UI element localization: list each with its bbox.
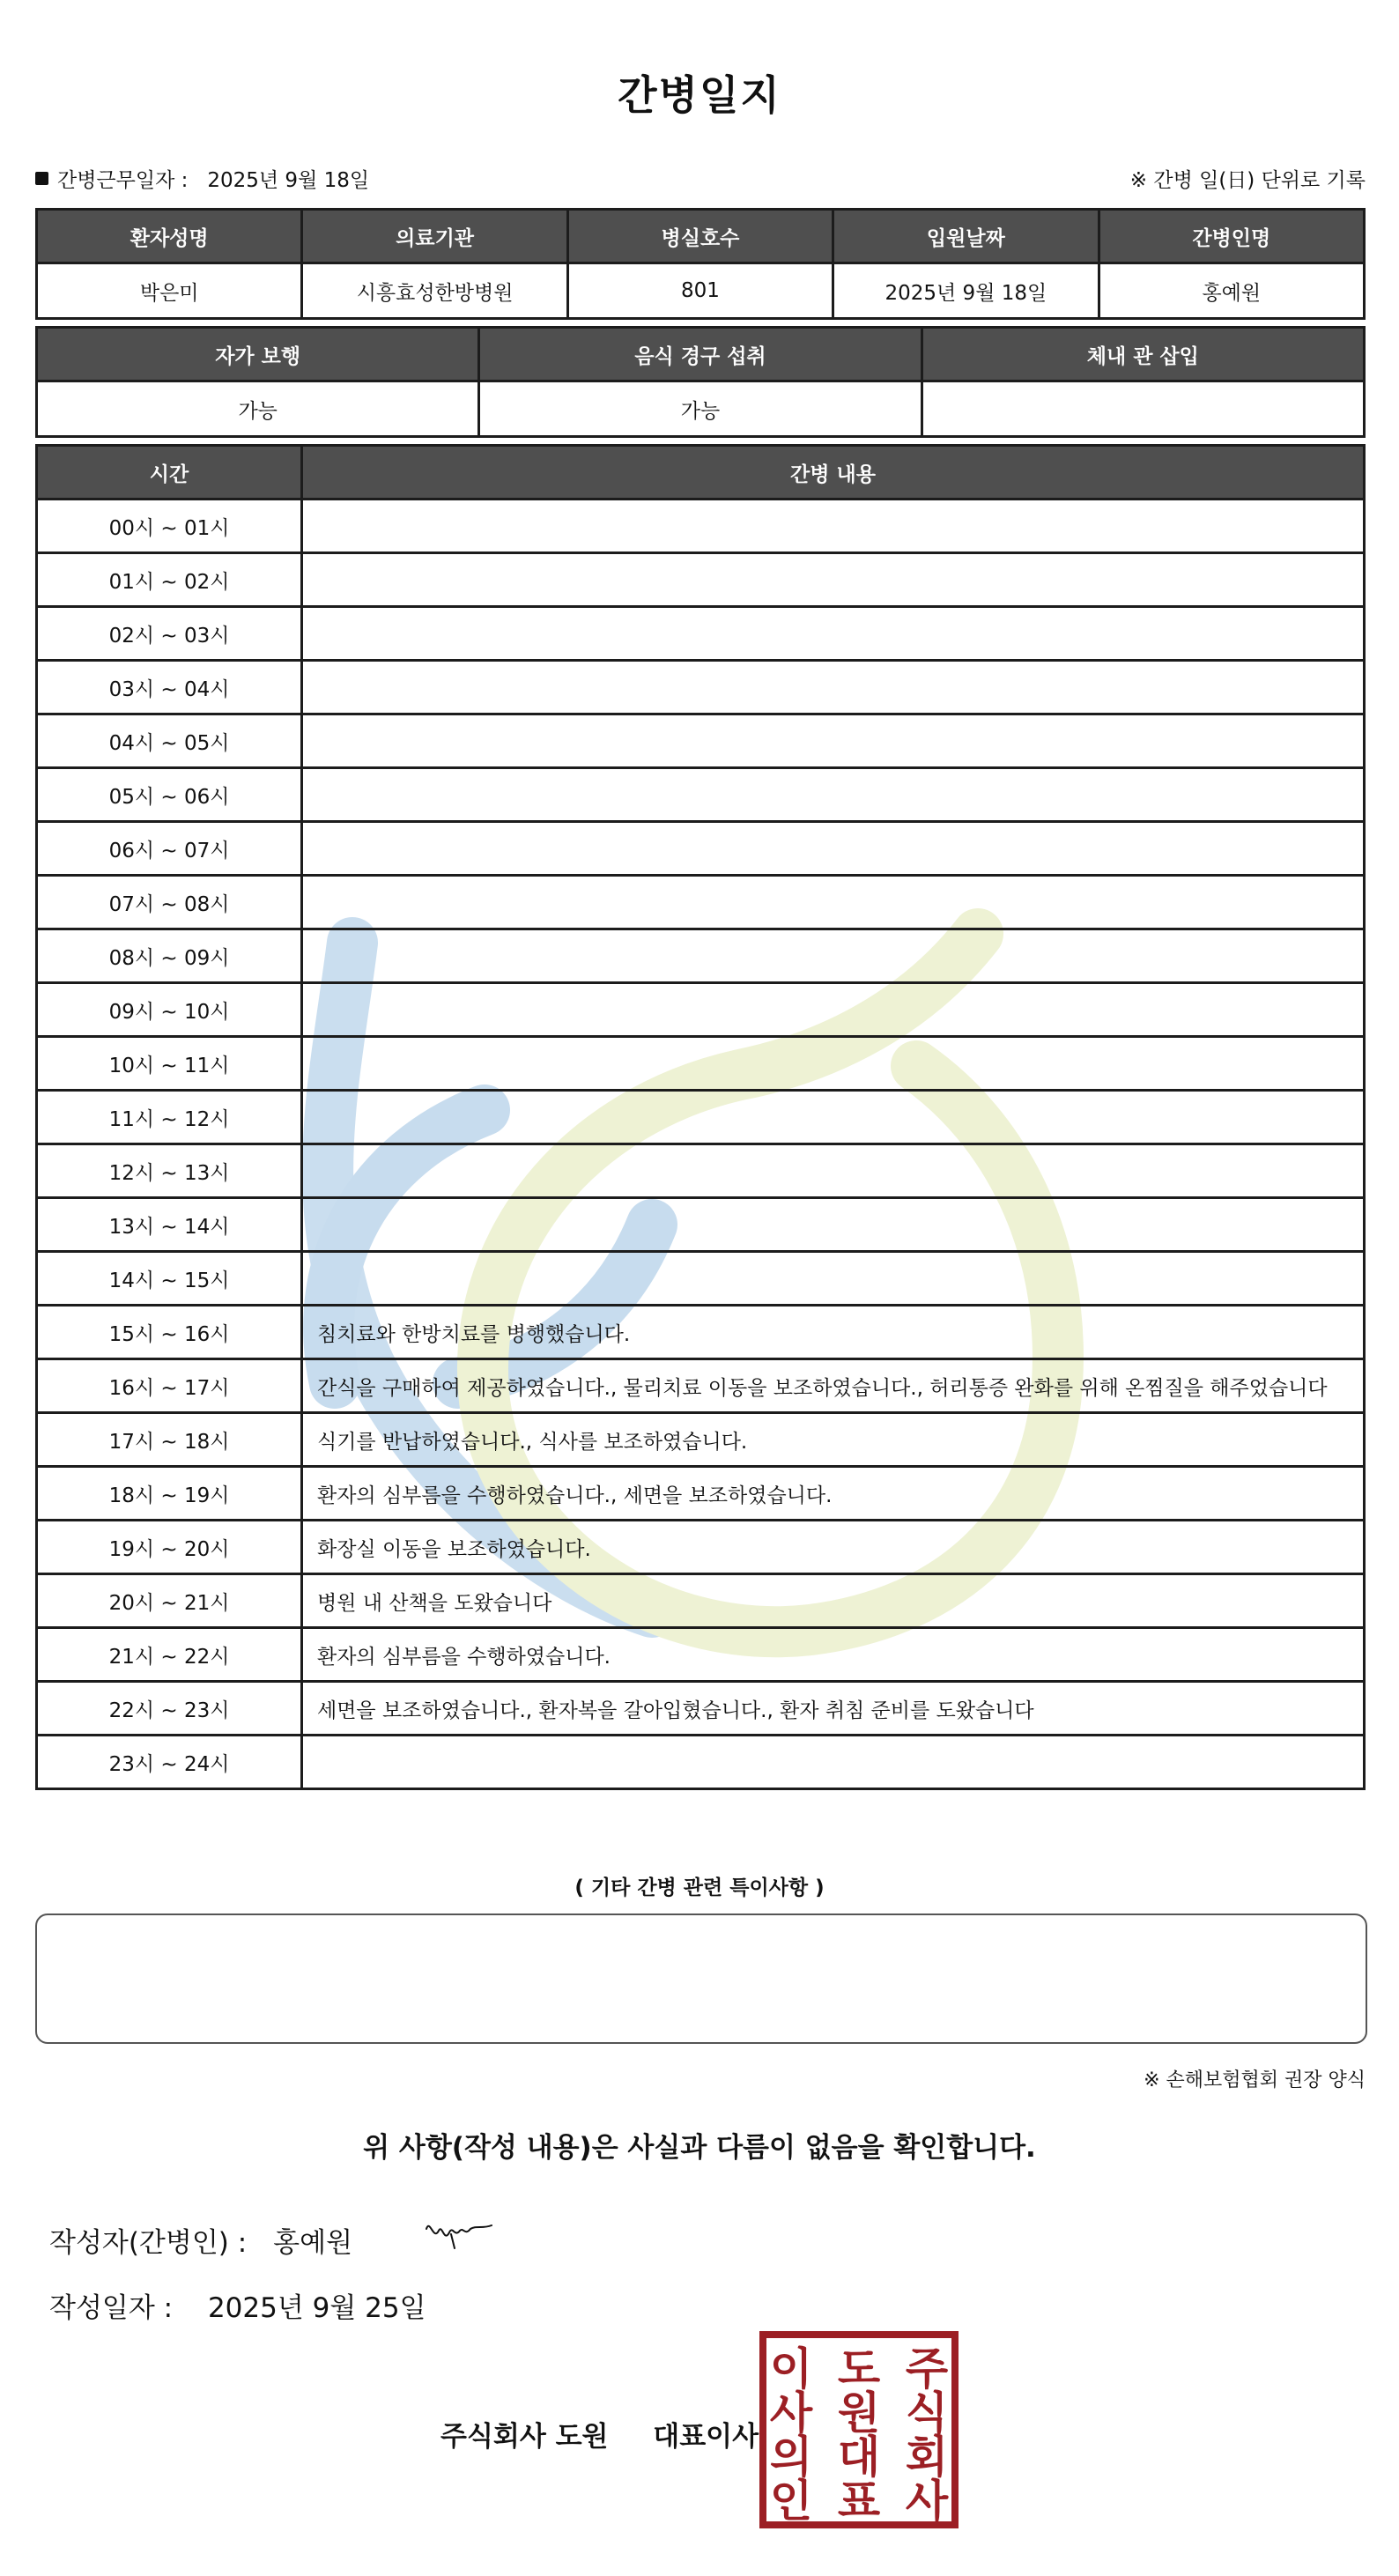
care-content: 환자의 심부름을 수행하였습니다., 세면을 보조하였습니다.	[302, 1467, 1365, 1521]
tube-insertion-status	[922, 381, 1364, 437]
care-content	[302, 929, 1365, 983]
care-content: 세면을 보조하였습니다., 환자복을 갈아입혔습니다., 환자 취침 준비를 도왔습니다	[302, 1682, 1365, 1736]
table-row	[37, 1198, 1365, 1252]
seal-character: 대	[837, 2432, 881, 2483]
remarks-box	[35, 1913, 1367, 2044]
time-slot: 14시 ~ 15시	[37, 1252, 302, 1306]
seal-character: 사	[769, 2387, 813, 2439]
care-content	[302, 1037, 1365, 1091]
room-number: 801	[567, 263, 833, 319]
write-date-label: 작성일자 :	[49, 2292, 174, 2324]
time-slot: 07시 ~ 08시	[37, 876, 302, 929]
table-row	[37, 1574, 1365, 1628]
header-tube-insertion: 체내 관 삽입	[922, 328, 1364, 381]
time-slot: 04시 ~ 05시	[37, 714, 302, 768]
seal-character: 도	[837, 2343, 881, 2395]
time-slot: 13시 ~ 14시	[37, 1198, 302, 1252]
confirmation-statement: 위 사항(작성 내용)은 사실과 다름이 없음을 확인합니다.	[363, 2132, 1036, 2164]
recommended-form-note: ※ 손해보험협회 권장 양식	[1144, 2069, 1366, 2091]
care-content	[302, 500, 1365, 553]
caregiver-name: 홍예원	[1099, 263, 1364, 319]
company-name: 주식회사 도원	[440, 2421, 609, 2453]
care-content: 간식을 구매하여 제공하였습니다., 물리치료 이동을 보조하였습니다., 허리통증 완화를 위해 온찜질을 해주었습니다	[302, 1359, 1365, 1413]
care-content	[302, 822, 1365, 876]
time-slot: 19시 ~ 20시	[37, 1521, 302, 1574]
care-content	[302, 661, 1365, 714]
table-row	[37, 1521, 1365, 1574]
work-date-row	[35, 164, 1366, 196]
time-slot: 09시 ~ 10시	[37, 983, 302, 1037]
care-content	[302, 1144, 1365, 1198]
care-content	[302, 768, 1365, 822]
care-content: 침치료와 한방치료를 병행했습니다.	[302, 1306, 1365, 1359]
table-row	[37, 876, 1365, 929]
patient-info-table	[35, 208, 1366, 320]
seal-character: 회	[905, 2432, 949, 2483]
work-date-value: 2025년 9월 18일	[207, 169, 370, 192]
walking-status: 가능	[37, 381, 479, 437]
time-slot: 01시 ~ 02시	[37, 553, 302, 607]
seal-character: 인	[769, 2476, 813, 2527]
time-slot: 22시 ~ 23시	[37, 1682, 302, 1736]
table-row	[37, 553, 1365, 607]
seal-character: 이	[769, 2343, 813, 2395]
table-row	[37, 1306, 1365, 1359]
care-content	[302, 607, 1365, 661]
table-row	[37, 1252, 1365, 1306]
table-row	[37, 822, 1365, 876]
seal-character: 식	[905, 2387, 949, 2439]
table-row	[37, 500, 1365, 553]
time-slot: 11시 ~ 12시	[37, 1091, 302, 1144]
seal-character: 주	[905, 2343, 949, 2395]
care-content	[302, 553, 1365, 607]
header-oral-intake: 음식 경구 섭취	[479, 328, 922, 381]
patient-header-row	[37, 210, 1365, 263]
bullet-icon	[35, 172, 48, 185]
care-content: 식기를 반납하였습니다., 식사를 보조하였습니다.	[302, 1413, 1365, 1467]
seal-character: 표	[837, 2476, 881, 2527]
time-slot: 23시 ~ 24시	[37, 1736, 302, 1789]
header-caregiver: 간병인명	[1099, 210, 1364, 263]
company-title: 대표이사	[653, 2421, 759, 2453]
table-row	[37, 768, 1365, 822]
work-date-label: 간병근무일자 :	[57, 169, 189, 192]
write-date-value: 2025년 9월 25일	[207, 2292, 426, 2324]
time-slot: 10시 ~ 11시	[37, 1037, 302, 1091]
care-content	[302, 714, 1365, 768]
write-date-row	[49, 2285, 426, 2325]
time-slot: 00시 ~ 01시	[37, 500, 302, 553]
header-institution: 의료기관	[302, 210, 567, 263]
time-slot: 16시 ~ 17시	[37, 1359, 302, 1413]
table-row	[37, 1037, 1365, 1091]
company-line	[440, 2414, 759, 2454]
time-slot: 20시 ~ 21시	[37, 1574, 302, 1628]
care-content: 병원 내 산책을 도왔습니다	[302, 1574, 1365, 1628]
admission-date: 2025년 9월 18일	[833, 263, 1099, 319]
table-row	[37, 1467, 1365, 1521]
care-content	[302, 876, 1365, 929]
institution: 시흥효성한방병원	[302, 263, 567, 319]
time-slot: 18시 ~ 19시	[37, 1467, 302, 1521]
signature-mark	[425, 2217, 495, 2252]
table-row	[37, 714, 1365, 768]
table-row	[37, 1144, 1365, 1198]
care-content: 환자의 심부름을 수행하였습니다.	[302, 1628, 1365, 1682]
time-slot: 12시 ~ 13시	[37, 1144, 302, 1198]
time-slot: 06시 ~ 07시	[37, 822, 302, 876]
table-row	[37, 607, 1365, 661]
daily-record-note: ※ 간병 일(日) 단위로 기록	[1129, 169, 1366, 192]
page-title: 간병일지	[618, 71, 781, 119]
care-log-table	[35, 444, 1366, 1790]
time-slot: 21시 ~ 22시	[37, 1628, 302, 1682]
time-slot: 17시 ~ 18시	[37, 1413, 302, 1467]
header-admission-date: 입원날짜	[833, 210, 1099, 263]
patient-status-table	[35, 326, 1366, 438]
seal-character: 원	[837, 2387, 881, 2439]
care-content	[302, 1198, 1365, 1252]
table-row	[37, 983, 1365, 1037]
table-row	[37, 1359, 1365, 1413]
header-care-content: 간병 내용	[302, 446, 1365, 500]
oral-intake-status: 가능	[479, 381, 922, 437]
table-row	[37, 1091, 1365, 1144]
seal-character: 의	[769, 2432, 813, 2483]
care-content	[302, 1252, 1365, 1306]
care-content	[302, 1091, 1365, 1144]
table-row	[37, 1736, 1365, 1789]
table-row	[37, 661, 1365, 714]
writer-label: 작성자(간병인) :	[49, 2227, 248, 2259]
seal-character: 사	[905, 2476, 949, 2527]
log-header-row	[37, 446, 1365, 500]
time-slot: 03시 ~ 04시	[37, 661, 302, 714]
header-patient-name: 환자성명	[37, 210, 302, 263]
care-content	[302, 1736, 1365, 1789]
status-header-row	[37, 328, 1365, 381]
time-slot: 08시 ~ 09시	[37, 929, 302, 983]
remarks-title: ( 기타 간병 관련 특이사항 )	[574, 1876, 825, 1899]
table-row	[37, 1413, 1365, 1467]
time-slot: 02시 ~ 03시	[37, 607, 302, 661]
writer-row	[49, 2220, 352, 2260]
care-content	[302, 983, 1365, 1037]
table-row	[37, 1628, 1365, 1682]
time-slot: 15시 ~ 16시	[37, 1306, 302, 1359]
patient-name: 박은미	[37, 263, 302, 319]
writer-name: 홍예원	[273, 2227, 353, 2259]
table-row	[37, 929, 1365, 983]
care-content: 화장실 이동을 보조하였습니다.	[302, 1521, 1365, 1574]
time-slot: 05시 ~ 06시	[37, 768, 302, 822]
company-seal-stamp	[759, 2331, 959, 2528]
status-value-row	[37, 381, 1365, 437]
header-room: 병실호수	[567, 210, 833, 263]
patient-value-row	[37, 263, 1365, 319]
table-row	[37, 1682, 1365, 1736]
header-walking: 자가 보행	[37, 328, 479, 381]
header-time: 시간	[37, 446, 302, 500]
